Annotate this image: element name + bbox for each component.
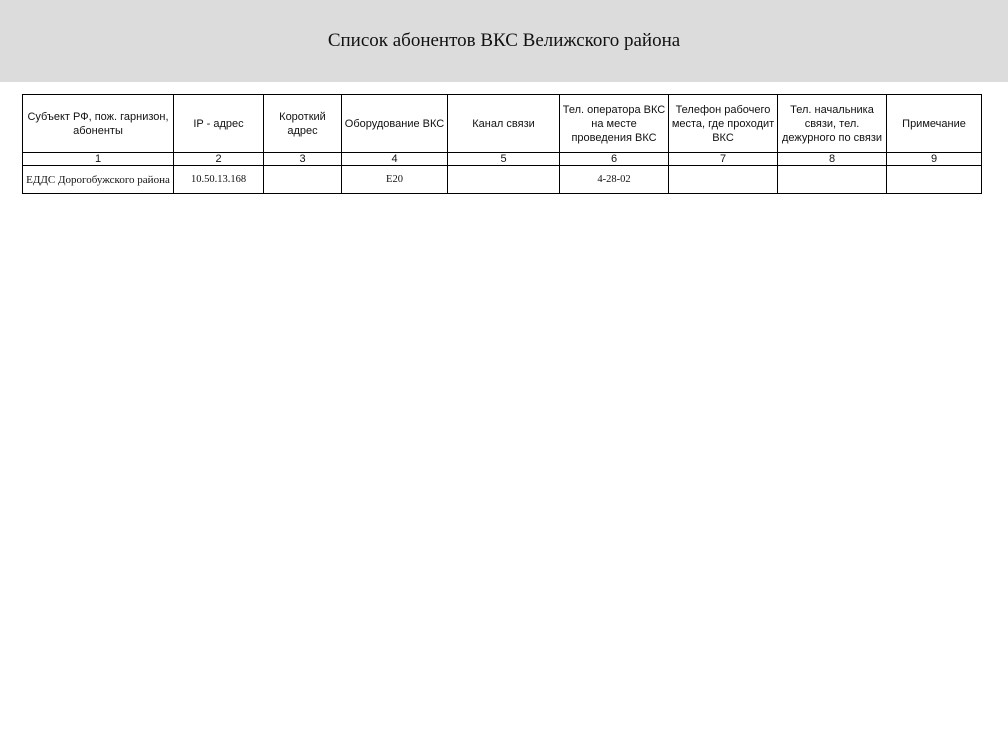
title-bar xyxy=(0,0,1008,82)
header-cell-ip: IP - адрес xyxy=(174,95,264,153)
column-number: 5 xyxy=(448,153,560,166)
column-number: 7 xyxy=(669,153,778,166)
column-number: 6 xyxy=(560,153,669,166)
column-number: 8 xyxy=(778,153,887,166)
cell-channel xyxy=(448,166,560,194)
cell-short-address xyxy=(264,166,342,194)
header-cell-workplace-phone: Телефон рабочего места, где проходит ВКС xyxy=(669,95,778,153)
cell-note xyxy=(887,166,982,194)
header-cell-note: Примечание xyxy=(887,95,982,153)
cell-equipment: E20 xyxy=(342,166,448,194)
cell-ip: 10.50.13.168 xyxy=(174,166,264,194)
column-number: 1 xyxy=(23,153,174,166)
header-cell-subject: Субъект РФ, пож. гарнизон, абоненты xyxy=(23,95,174,153)
header-cell-short-address: Короткий адрес xyxy=(264,95,342,153)
table-row xyxy=(23,166,982,194)
header-cell-channel: Канал связи xyxy=(448,95,560,153)
column-number-row xyxy=(23,153,982,166)
cell-workplace-phone xyxy=(669,166,778,194)
cell-operator-phone: 4-28-02 xyxy=(560,166,669,194)
column-number: 3 xyxy=(264,153,342,166)
column-number: 4 xyxy=(342,153,448,166)
cell-chief-phone xyxy=(778,166,887,194)
column-number: 2 xyxy=(174,153,264,166)
subscribers-table xyxy=(22,94,982,194)
column-number: 9 xyxy=(887,153,982,166)
header-cell-operator-phone: Тел. оператора ВКС на месте проведения ВКС xyxy=(560,95,669,153)
cell-subject: ЕДДС Дорогобужского района xyxy=(23,166,174,194)
header-cell-equipment: Оборудование ВКС xyxy=(342,95,448,153)
page-title: Список абонентов ВКС Велижского района xyxy=(327,30,681,51)
header-row xyxy=(23,95,982,153)
header-cell-chief-phone: Тел. начальника связи, тел. дежурного по связи xyxy=(778,95,887,153)
